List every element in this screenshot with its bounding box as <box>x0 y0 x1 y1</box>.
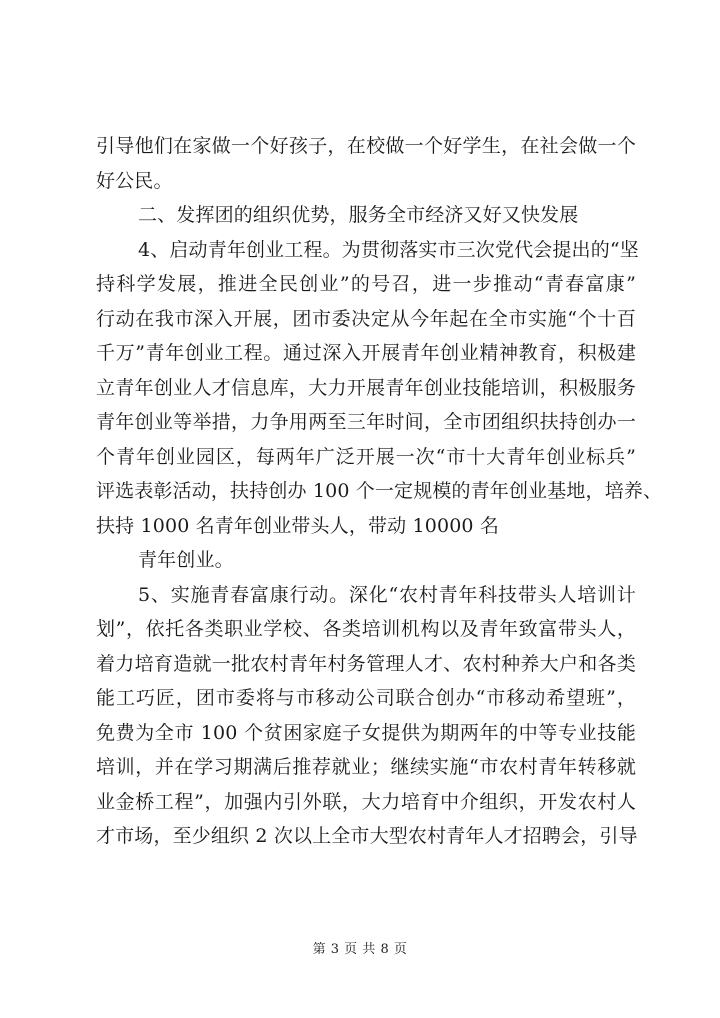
text-line: 5、实施青春富康行动。深化“农村青年科技带头人培训计 <box>138 583 636 606</box>
text-line: 立青年创业人才信息库，大力开展青年创业技能培训，积极服务 <box>96 376 636 399</box>
body-text <box>96 129 663 854</box>
text-line: 划”，依托各类职业学校、各类培训机构以及青年致富带头人， <box>96 618 636 640</box>
text-line: 免费为全市 100 个贫困家庭子女提供为期两年的中等专业技能 <box>96 721 636 744</box>
text-line: 扶持 1000 名青年创业带头人，带动 10000 名 <box>96 514 500 537</box>
text-line: 青年创业。 <box>138 549 234 571</box>
text-line: 引导他们在家做一个好孩子，在校做一个好学生，在社会做一个 <box>96 135 636 157</box>
text-line: 能工巧匠，团市委将与市移动公司联合创办“市移动希望班”， <box>96 687 636 709</box>
text-line: 评选表彰活动，扶持创办 100 个一定规模的青年创业基地，培养、 <box>96 480 663 502</box>
text-line: 业金桥工程”，加强内引外联，大力培育中介组织，开发农村人 <box>96 790 636 813</box>
text-line: 着力培育造就一批农村青年村务管理人才、农村种养大户和各类 <box>96 652 636 675</box>
text-line: 千万”青年创业工程。通过深入开展青年创业精神教育，积极建 <box>96 342 636 364</box>
text-line: 好公民。 <box>96 169 173 192</box>
text-line: 4、启动青年创业工程。为贯彻落实市三次党代会提出的“坚 <box>138 238 639 261</box>
text-line: 行动在我市深入开展，团市委决定从今年起在全市实施“个十百 <box>96 307 636 330</box>
page-number: 第 3 页 共 8 页 <box>312 942 408 957</box>
text-line: 培训，并在学习期满后推荐就业；继续实施“市农村青年转移就 <box>96 756 636 778</box>
text-line: 青年创业等举措，力争用两至三年时间，全市团组织扶持创办一 <box>96 411 636 433</box>
text-line: 持科学发展，推进全民创业”的号召，进一步推动“青春富康” <box>96 273 636 295</box>
text-line: 个青年创业园区，每两年广泛开展一次“市十大青年创业标兵” <box>96 445 636 468</box>
text-line: 才市场，至少组织 2 次以上全市大型农村青年人才招聘会，引导 <box>96 825 638 847</box>
section-heading: 二、发挥团的组织优势，服务全市经济又好又快发展 <box>138 204 579 226</box>
